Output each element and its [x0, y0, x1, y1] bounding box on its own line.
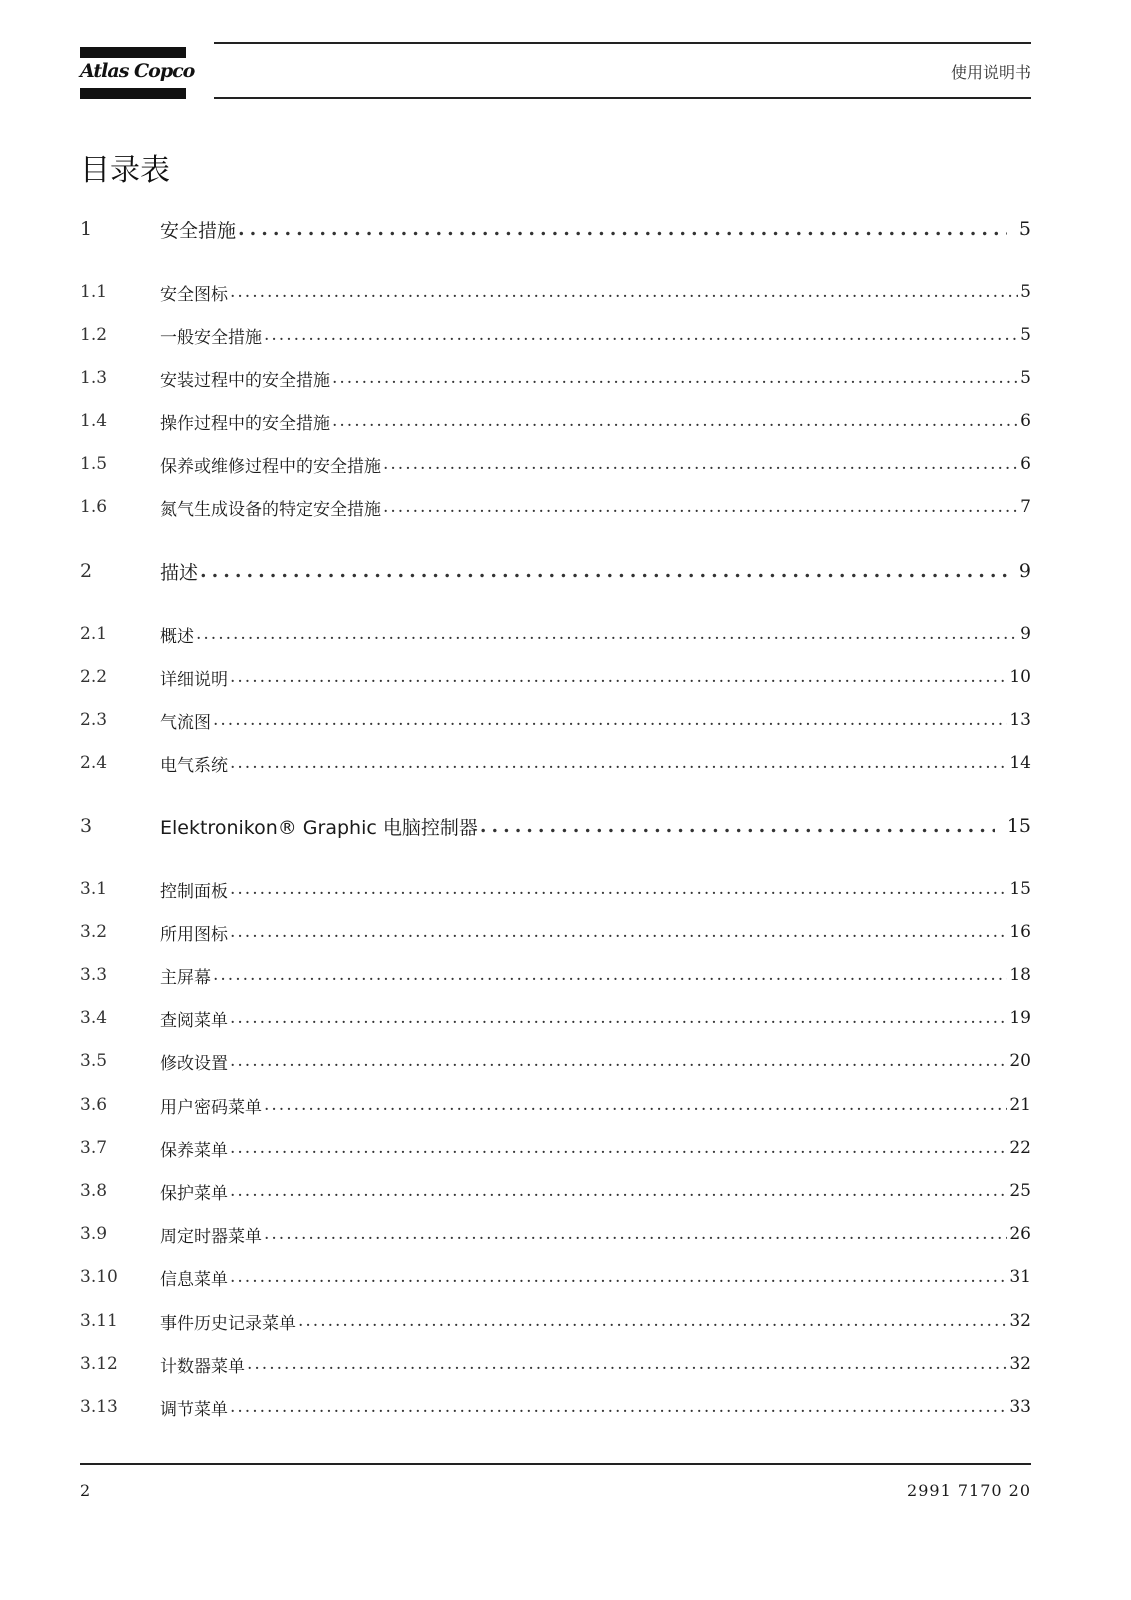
toc-entry-page: 7 — [1020, 497, 1031, 517]
toc-dot-leader — [213, 965, 1007, 985]
toc-entry-title: 安装过程中的安全措施 — [160, 370, 330, 391]
toc-entry[interactable] — [80, 449, 1031, 479]
toc-entry[interactable] — [80, 619, 1031, 649]
toc-chapter-entry[interactable] — [80, 214, 1031, 244]
toc-entry-title: 用户密码菜单 — [160, 1097, 262, 1118]
toc-entry-number: 1.5 — [80, 454, 108, 474]
toc-entry-number: 1.3 — [80, 368, 108, 388]
toc-entry-page: 9 — [1020, 624, 1031, 644]
toc-dot-leader — [238, 218, 1007, 240]
toc-entry[interactable] — [80, 1003, 1031, 1033]
toc-entry-number: 1.4 — [80, 411, 108, 431]
toc-dot-leader — [332, 368, 1018, 388]
toc-entry-number: 2.4 — [80, 753, 108, 773]
logo-wordmark: Atlas Copco — [80, 60, 195, 82]
toc-dot-leader — [230, 753, 1007, 773]
toc-dot-leader — [230, 1138, 1007, 1158]
toc-dot-leader — [480, 815, 995, 837]
toc-entry-page: 20 — [1009, 1051, 1031, 1071]
toc-entry[interactable] — [80, 1349, 1031, 1379]
toc-entry-number: 3.11 — [80, 1311, 118, 1331]
toc-dot-leader — [230, 282, 1018, 302]
toc-chapter-entry[interactable] — [80, 811, 1031, 841]
toc-entry-page: 16 — [1009, 922, 1031, 942]
toc-entry-title: 概述 — [160, 626, 194, 647]
toc-entry[interactable] — [80, 320, 1031, 350]
toc-entry-title: 描述 — [160, 561, 199, 584]
toc-entry-page: 5 — [1020, 282, 1031, 302]
logo-bar-top — [80, 47, 186, 58]
toc-entry-page: 25 — [1009, 1181, 1031, 1201]
toc-entry-title: 电气系统 — [160, 755, 228, 776]
toc-entry-number: 1.6 — [80, 497, 108, 517]
toc-entry-page: 9 — [1018, 560, 1031, 582]
toc-entry-number: 3.1 — [80, 879, 108, 899]
toc-entry-number: 2 — [80, 560, 93, 582]
toc-entry[interactable] — [80, 960, 1031, 990]
toc-entry-title: 保护菜单 — [160, 1183, 228, 1204]
toc-entry-number: 2.2 — [80, 667, 108, 687]
toc-dot-leader — [298, 1311, 1007, 1331]
toc-entry-title: 调节菜单 — [160, 1399, 228, 1420]
toc-entry[interactable] — [80, 1176, 1031, 1206]
toc-entry-page: 13 — [1009, 710, 1031, 730]
toc-dot-leader — [230, 1051, 1007, 1071]
toc-entry-page: 22 — [1009, 1138, 1031, 1158]
toc-chapter-entry[interactable] — [80, 556, 1031, 586]
footer-rule — [80, 1463, 1031, 1465]
toc-entry-number: 3.7 — [80, 1138, 108, 1158]
toc-entry-title: 安全图标 — [160, 284, 228, 305]
toc-entry-title: 安全措施 — [160, 219, 237, 242]
toc-entry[interactable] — [80, 406, 1031, 436]
toc-entry-title: 查阅菜单 — [160, 1010, 228, 1031]
toc-entry-title: 一般安全措施 — [160, 327, 262, 348]
toc-dot-leader — [383, 497, 1018, 517]
toc-entry-page: 31 — [1009, 1267, 1031, 1287]
toc-dot-leader — [230, 1267, 1007, 1287]
toc-entry-page: 10 — [1009, 667, 1031, 687]
toc-dot-leader — [200, 560, 1007, 582]
toc-entry-page: 15 — [1009, 879, 1031, 899]
toc-entry-page: 18 — [1009, 965, 1031, 985]
toc-dot-leader — [264, 1224, 1007, 1244]
toc-entry-title: 所用图标 — [160, 924, 228, 945]
toc-entry-page: 6 — [1020, 411, 1031, 431]
toc-entry-page: 21 — [1009, 1095, 1031, 1115]
toc-dot-leader — [264, 1095, 1007, 1115]
document-number: 2991 7170 20 — [907, 1481, 1031, 1500]
toc-entry[interactable] — [80, 363, 1031, 393]
toc-entry[interactable] — [80, 1090, 1031, 1120]
toc-entry-title: 操作过程中的安全措施 — [160, 413, 330, 434]
toc-entry-page: 14 — [1009, 753, 1031, 773]
toc-dot-leader — [230, 1397, 1007, 1417]
toc-entry[interactable] — [80, 1219, 1031, 1249]
document-type: 使用说明书 — [950, 63, 1031, 82]
toc-entry-title: 信息菜单 — [160, 1269, 228, 1290]
toc-entry[interactable] — [80, 492, 1031, 522]
toc-dot-leader — [383, 454, 1018, 474]
toc-entry[interactable] — [80, 277, 1031, 307]
toc-entry-page: 19 — [1009, 1008, 1031, 1028]
toc-dot-leader — [230, 1008, 1007, 1028]
toc-entry-number: 3.5 — [80, 1051, 108, 1071]
toc-dot-leader — [230, 1181, 1007, 1201]
header-rule-top — [214, 42, 1031, 44]
toc-dot-leader — [230, 922, 1007, 942]
toc-entry-page: 32 — [1009, 1354, 1031, 1374]
toc-dot-leader — [230, 879, 1007, 899]
toc-entry[interactable] — [80, 1306, 1031, 1336]
header-rule-bottom — [214, 97, 1031, 99]
toc-entry-number: 3.10 — [80, 1267, 118, 1287]
toc-entry[interactable] — [80, 1046, 1031, 1076]
toc-entry[interactable] — [80, 748, 1031, 778]
toc-entry-page: 5 — [1020, 325, 1031, 345]
toc-entry[interactable] — [80, 917, 1031, 947]
toc-title: 目录表 — [80, 153, 170, 188]
toc-entry-title: 氮气生成设备的特定安全措施 — [160, 499, 381, 520]
toc-entry-page: 32 — [1009, 1311, 1031, 1331]
toc-dot-leader — [230, 667, 1007, 687]
toc-entry-number: 3 — [80, 815, 93, 837]
toc-entry-number: 3.13 — [80, 1397, 118, 1417]
toc-entry-number: 3.3 — [80, 965, 108, 985]
toc-entry[interactable] — [80, 662, 1031, 692]
toc-entry-page: 5 — [1018, 218, 1031, 240]
toc-entry-page: 33 — [1009, 1397, 1031, 1417]
toc-entry-title: 详细说明 — [160, 669, 228, 690]
toc-entry-number: 3.4 — [80, 1008, 108, 1028]
toc-entry-title: 周定时器菜单 — [160, 1226, 262, 1247]
toc-entry-title: 修改设置 — [160, 1053, 228, 1074]
toc-entry-number: 3.8 — [80, 1181, 108, 1201]
toc-entry-number: 3.12 — [80, 1354, 118, 1374]
toc-entry-page: 5 — [1020, 368, 1031, 388]
toc-entry-title: 主屏幕 — [160, 967, 211, 988]
toc-entry-title: 气流图 — [160, 712, 211, 733]
toc-entry-number: 1.1 — [80, 282, 108, 302]
toc-dot-leader — [332, 411, 1018, 431]
toc-dot-leader — [213, 710, 1007, 730]
toc-entry-number: 2.1 — [80, 624, 108, 644]
toc-entry-number: 3.2 — [80, 922, 108, 942]
toc-entry-page: 6 — [1020, 454, 1031, 474]
toc-entry[interactable] — [80, 874, 1031, 904]
toc-entry-title: 控制面板 — [160, 881, 228, 902]
page-number: 2 — [80, 1481, 91, 1500]
toc-dot-leader — [196, 624, 1018, 644]
toc-entry-number: 3.6 — [80, 1095, 108, 1115]
toc-entry[interactable] — [80, 1392, 1031, 1422]
toc-entry-title: 保养或维修过程中的安全措施 — [160, 456, 381, 477]
toc-entry-page: 26 — [1009, 1224, 1031, 1244]
toc-entry-number: 1 — [80, 218, 93, 240]
toc-entry[interactable] — [80, 1133, 1031, 1163]
toc-entry-number: 1.2 — [80, 325, 108, 345]
toc-entry-title: Elektronikon® Graphic 电脑控制器 — [160, 816, 478, 839]
toc-dot-leader — [247, 1354, 1007, 1374]
toc-entry-number: 2.3 — [80, 710, 108, 730]
toc-dot-leader — [264, 325, 1018, 345]
toc-entry-title: 保养菜单 — [160, 1140, 228, 1161]
toc-entry-page: 15 — [1006, 815, 1031, 837]
toc-entry[interactable] — [80, 1262, 1031, 1292]
logo-bar-bottom — [80, 88, 186, 99]
atlas-copco-logo — [80, 47, 195, 99]
toc-entry-title: 计数器菜单 — [160, 1356, 245, 1377]
toc-entry[interactable] — [80, 705, 1031, 735]
toc-entry-title: 事件历史记录菜单 — [160, 1313, 296, 1334]
toc-entry-number: 3.9 — [80, 1224, 108, 1244]
